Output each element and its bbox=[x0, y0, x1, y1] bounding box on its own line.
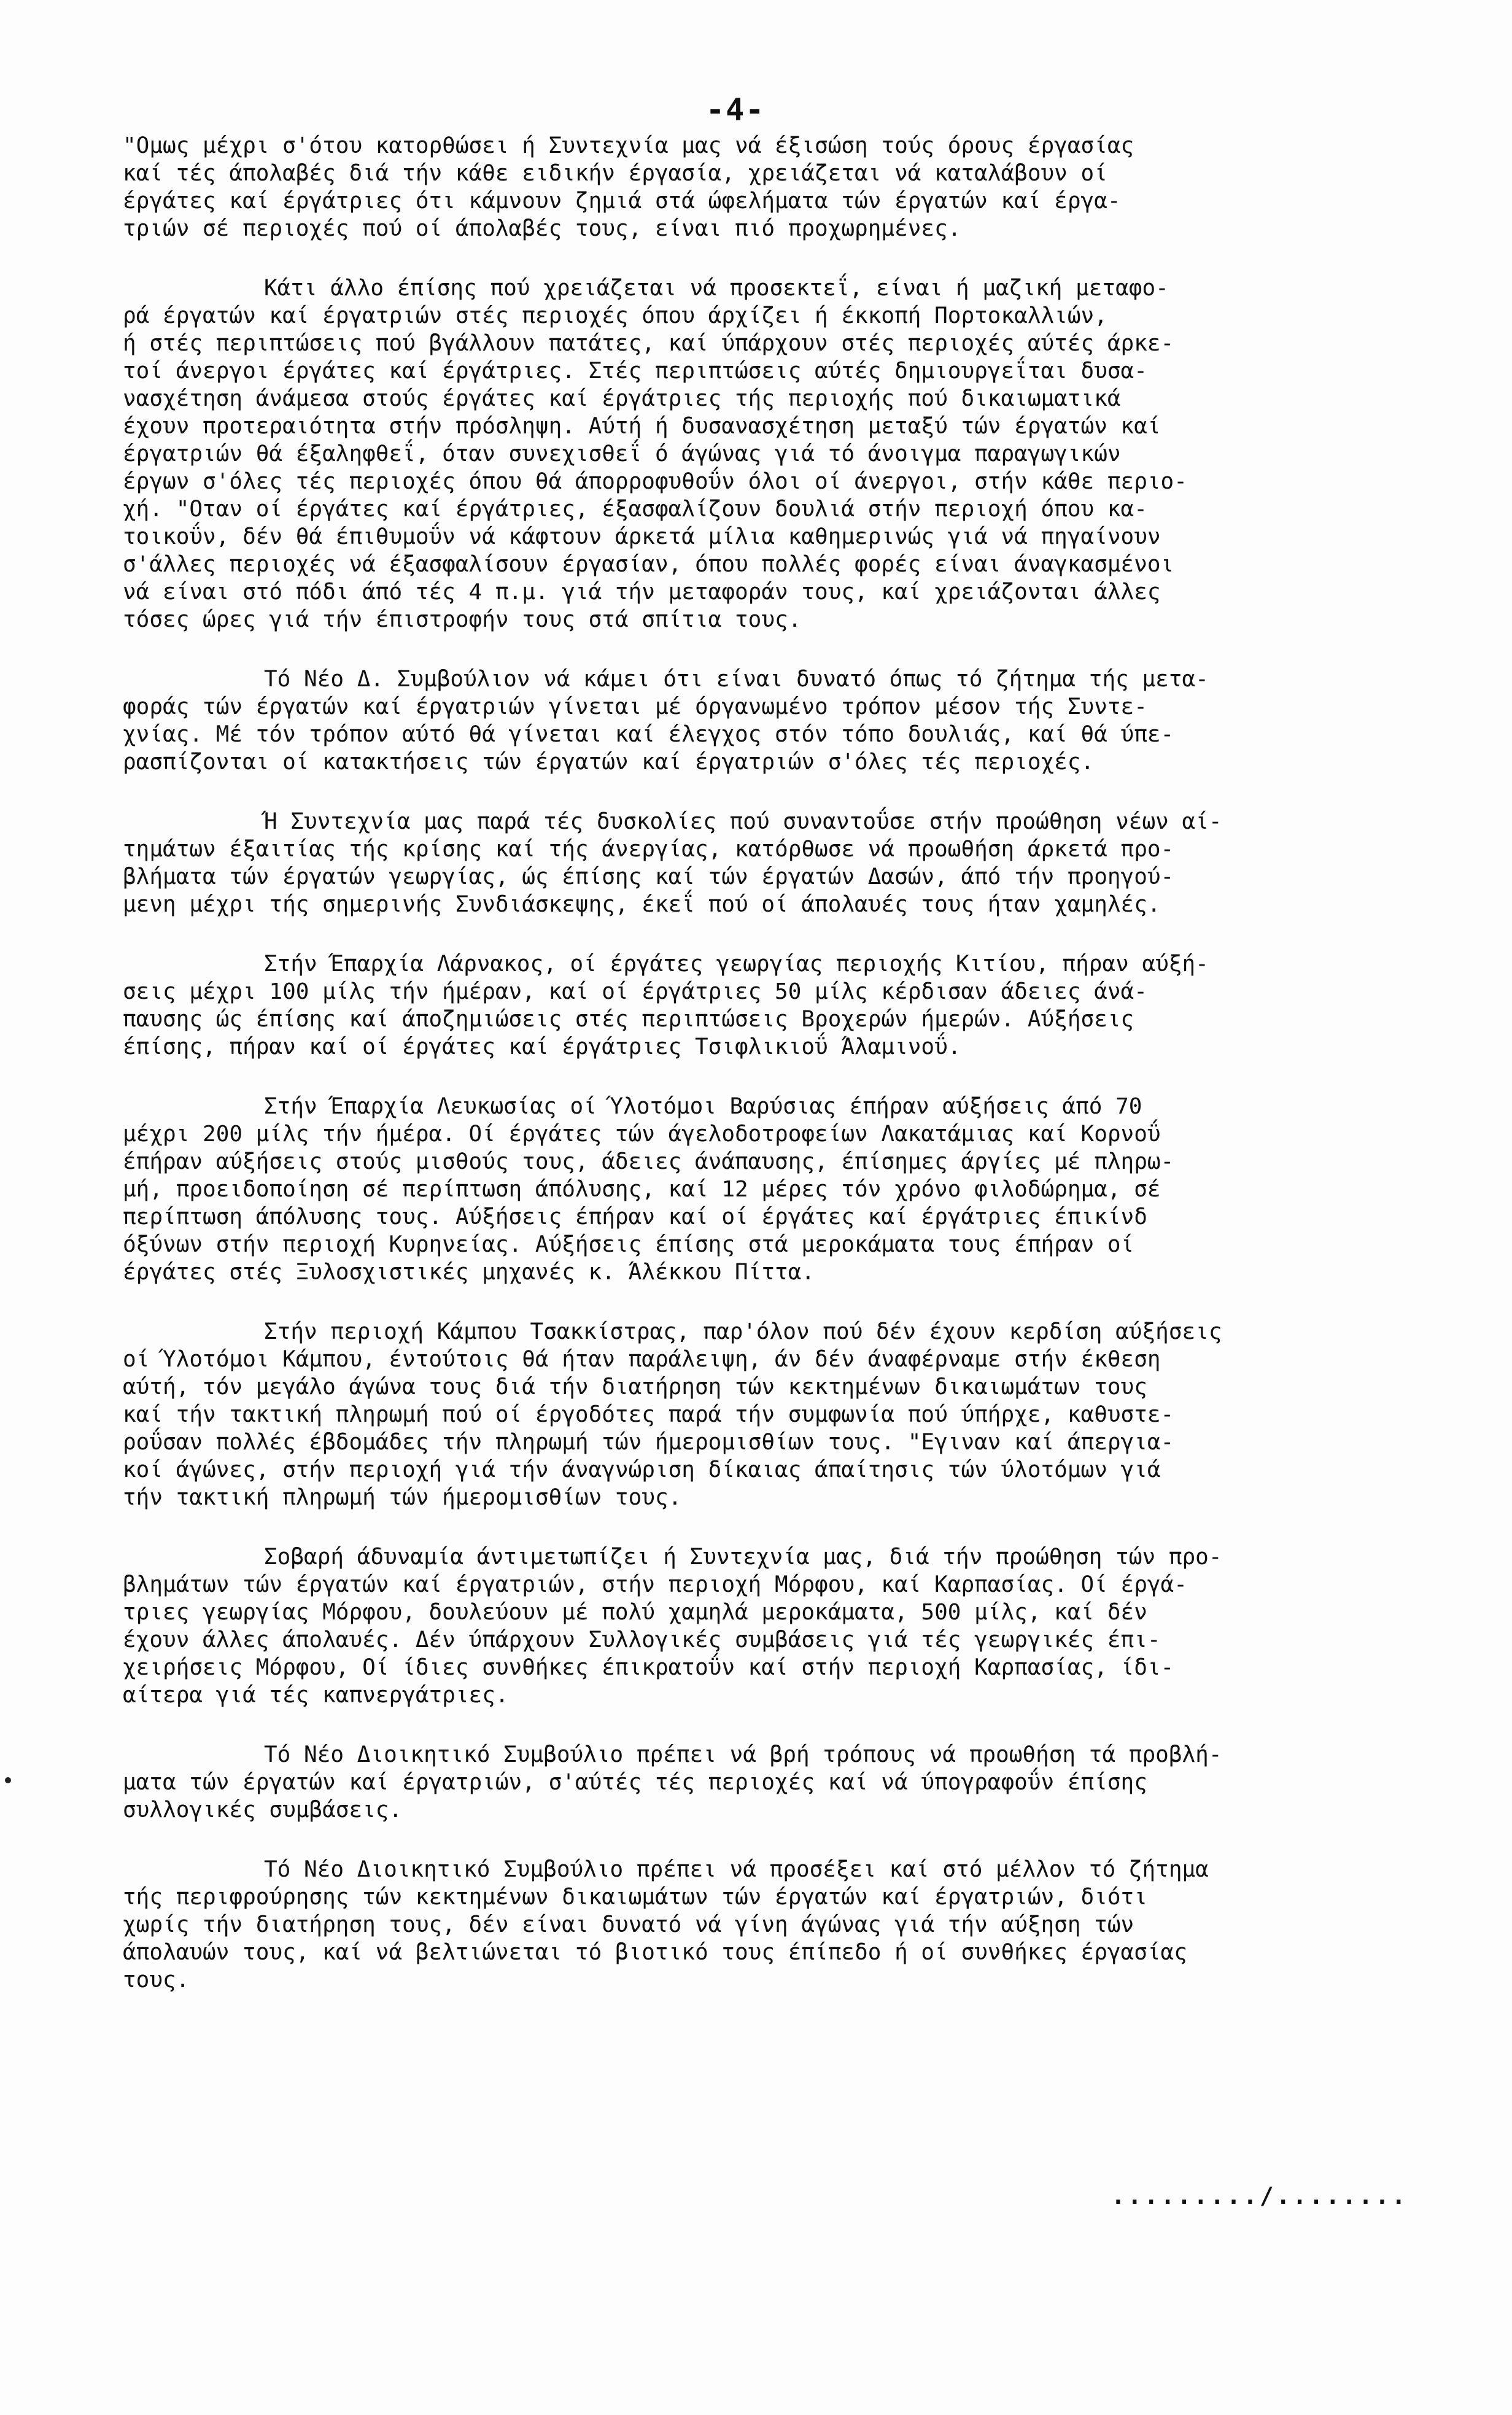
text-line: κοί άγώνες, στήν περιοχή γιά τήν άναγνώριση δίκαιας άπαίτησις τών ύλοτόμων γιά bbox=[123, 1457, 1161, 1483]
paragraph-2 bbox=[123, 274, 1486, 634]
text-line: έχουν προτεραιότητα στήν πρόσληψη. Αύτή ή δυσανασχέτηση μεταξύ τών έργατών καί bbox=[123, 414, 1161, 439]
text-line: χωρίς τήν διατήρηση τους, δέν είναι δυνατό νά γίνη άγώνας γιά τήν αύξηση τών bbox=[123, 1912, 1134, 1937]
text-line: μενη μέχρι τής σημερινής Συνδιάσκεψης, έκεΐ πού οί άπολαυές τους ήταν χαμηλές. bbox=[123, 892, 1161, 917]
text-line: Κάτι άλλο έπίσης πού χρειάζεται νά προσεκτεΐ, είναι ή μαζική μεταφο- bbox=[264, 276, 1169, 301]
text-line: συλλογικές συμβάσεις. bbox=[123, 1797, 403, 1823]
text-line: Τό Νέο Διοικητικό Συμβούλιο πρέπει νά βρή τρόπους νά προωθήση τά προβλή- bbox=[264, 1742, 1222, 1767]
text-line: τημάτων έξαιτίας τής κρίσης καί τής άνεργίας, κατόρθωσε νά προωθήση άρκετά προ- bbox=[123, 837, 1174, 862]
text-line: τριες γεωργίας Μόρφου, δουλεύουν μέ πολύ χαμηλά μεροκάματα, 500 μίλς, καί δέν bbox=[123, 1600, 1147, 1625]
paragraph-3 bbox=[123, 665, 1486, 776]
text-line: βλήματα τών έργατών γεωργίας, ώς έπίσης καί τών έργατών Δασών, άπό τήν προηγού- bbox=[123, 864, 1174, 890]
text-line: τοί άνεργοι έργάτες καί έργάτριες. Στές περιπτώσεις αύτές δημιουργεΐται δυσα- bbox=[123, 359, 1147, 384]
text-line: Σοβαρή άδυναμία άντιμετωπίζει ή Συντεχνία μας, διά τήν προώθηση τών προ- bbox=[264, 1545, 1222, 1570]
paragraph-1 bbox=[123, 132, 1486, 242]
text-line: έπίσης, πήραν καί οί έργάτες καί έργάτριες Τσιφλικιοΰ Άλαμινοΰ. bbox=[123, 1034, 961, 1060]
text-line: χή. "Οταν οί έργάτες καί έργάτριες, έξασφαλίζουν δουλιά στήν περιοχή όπου κα- bbox=[123, 497, 1147, 522]
text-line: μέχρι 200 μίλς τήν ήμέρα. Οί έργάτες τών άγελοδοτροφείων Λακατάμιας καί Κορνοΰ bbox=[123, 1122, 1161, 1147]
paragraph-7 bbox=[123, 1318, 1486, 1511]
text-line: όξύνων στήν περιοχή Κυρηνείας. Αύξήσεις έπίσης στά μεροκάματα τους έπήραν οί bbox=[123, 1232, 1134, 1257]
margin-dot-mark bbox=[5, 1777, 11, 1783]
text-line: τους. bbox=[123, 1967, 190, 1993]
text-line: παυσης ώς έπίσης καί άποζημιώσεις στές περιπτώσεις Βροχερών ήμερών. Αύξήσεις bbox=[123, 1007, 1134, 1032]
text-line: άπολαυών τους, καί νά βελτιώνεται τό βιοτικό τους έπίπεδο ή οί συνθήκες έργασίας bbox=[123, 1940, 1187, 1965]
text-line: τήν τακτική πληρωμή τών ήμερομισθίων τους. bbox=[123, 1485, 682, 1510]
text-line: τριών σέ περιοχές πού οί άπολαβές τους, είναι πιό προχωρημένες. bbox=[123, 216, 961, 241]
text-line: αύτή, τόν μεγάλο άγώνα τους διά τήν διατήρηση τών κεκτημένων δικαιωμάτων τους bbox=[123, 1374, 1147, 1400]
text-line: έπήραν αύξήσεις στούς μισθούς τους, άδειες άνάπαυσης, έπίσημες άργίες μέ πληρω- bbox=[123, 1149, 1174, 1174]
text-line: σεις μέχρι 100 μίλς τήν ήμέραν, καί οί έργάτριες 50 μίλς κέρδισαν άδειες άνά- bbox=[123, 979, 1147, 1004]
text-line: νά είναι στό πόδι άπό τές 4 π.μ. γιά τήν μεταφοράν τους, καί χρειάζονται άλλες bbox=[123, 580, 1161, 605]
continuation-mark: ........./........ bbox=[1111, 2182, 1408, 2209]
text-line: τόσες ώρες γιά τήν έπιστροφήν τους στά σπίτια τους. bbox=[123, 607, 802, 632]
text-line: καί τήν τακτική πληρωμή πού οί έργοδότες παρά τήν συμφωνία πού ύπήρχε, καθυστε- bbox=[123, 1402, 1174, 1427]
text-line: έργάτες καί έργάτριες ότι κάμνουν ζημιά στά ώφελήματα τών έργατών καί έργα- bbox=[123, 188, 1121, 214]
text-line: καί τές άπολαβές διά τήν κάθε ειδικήν έργασία, χρειάζεται νά καταλάβουν οί bbox=[123, 161, 1107, 186]
paragraph-10 bbox=[123, 1856, 1486, 1994]
text-line: "Ομως μέχρι σ'ότου κατορθώσει ή Συντεχνία μας νά έξισώση τούς όρους έργασίας bbox=[123, 133, 1134, 158]
text-line: τής περιφρούρησης τών κεκτημένων δικαιωμάτων τών έργατών καί έργατριών, διότι bbox=[123, 1885, 1147, 1910]
paragraph-6 bbox=[123, 1093, 1486, 1286]
text-line: ροΰσαν πολλές έβδομάδες τήν πληρωμή τών ήμερομισθίων τους. "Εγιναν καί άπεργια- bbox=[123, 1430, 1174, 1455]
text-line: Τό Νέο Δ. Συμβούλιον νά κάμει ότι είναι δυνατό όπως τό ζήτημα τής μετα- bbox=[264, 667, 1209, 692]
paragraph-8 bbox=[123, 1543, 1486, 1709]
text-line: τοικοΰν, δέν θά έπιθυμοΰν νά κάφτουν άρκετά μίλια καθημερινώς γιά νά πηγαίνουν bbox=[123, 524, 1161, 549]
text-line: Ή Συντεχνία μας παρά τές δυσκολίες πού συναντοΰσε στήν προώθηση νέων αί- bbox=[264, 809, 1222, 834]
paragraph-4 bbox=[123, 808, 1486, 918]
text-line: φοράς τών έργατών καί έργατριών γίνεται μέ όργανωμένο τρόπον μέσον τής Συντε- bbox=[123, 694, 1147, 719]
text-line: έργάτες στές Ξυλοσχιστικές μηχανές κ. Άλέκκου Πίττα. bbox=[123, 1260, 815, 1285]
text-line: χειρήσεις Μόρφου, Οί ίδιες συνθήκες έπικρατοΰν καί στήν περιοχή Καρπασίας, ίδι- bbox=[123, 1655, 1174, 1680]
document-body bbox=[123, 132, 1486, 2026]
text-line: έχουν άλλες άπολαυές. Δέν ύπάρχουν Συλλογικές συμβάσεις γιά τές γεωργικές έπι- bbox=[123, 1627, 1161, 1653]
text-line: ρά έργατών καί έργατριών στές περιοχές όπου άρχίζει ή έκκοπή Πορτοκαλλιών, bbox=[123, 303, 1107, 328]
text-line: Στήν Έπαρχία Λευκωσίας οί Ύλοτόμοι Βαρύσιας έπήραν αύξήσεις άπό 70 bbox=[264, 1094, 1142, 1119]
text-line: μή, προειδοποίηση σέ περίπτωση άπόλυσης, καί 12 μέρες τόν χρόνο φιλοδώρημα, σέ bbox=[123, 1177, 1161, 1202]
text-line: ή στές περιπτώσεις πού βγάλλουν πατάτες, καί ύπάρχουν στές περιοχές αύτές άρκε- bbox=[123, 331, 1174, 356]
text-line: Στήν Έπαρχία Λάρνακος, οί έργάτες γεωργίας περιοχής Κιτίου, πήραν αύξή- bbox=[264, 952, 1209, 977]
text-line: νασχέτηση άνάμεσα στούς έργάτες καί έργάτριες τής περιοχής πού δικαιωματικά bbox=[123, 386, 1121, 411]
page-number: -4- bbox=[706, 92, 766, 128]
paragraph-5 bbox=[123, 950, 1486, 1061]
text-line: περίπτωση άπόλυσης τους. Αύξήσεις έπήραν καί οί έργάτες καί έργάτριες έπικίνδ bbox=[123, 1204, 1147, 1230]
text-line: έργων σ'όλες τές περιοχές όπου θά άπορροφυθοΰν όλοι οί άνεργοι, στήν κάθε περιο- bbox=[123, 469, 1187, 494]
text-line: ρασπίζονται οί κατακτήσεις τών έργατών καί έργατριών σ'όλες τές περιοχές. bbox=[123, 750, 1095, 775]
text-line: χνίας. Μέ τόν τρόπον αύτό θά γίνεται καί έλεγχος στόν τόπο δουλιάς, καί θά ύπε- bbox=[123, 722, 1174, 747]
text-line: οί Ύλοτόμοι Κάμπου, έντούτοις θά ήταν παράλειψη, άν δέν άναφέρναμε στήν έκθεση bbox=[123, 1347, 1161, 1372]
text-line: Στήν περιοχή Κάμπου Τσακκίστρας, παρ'όλον πού δέν έχουν κερδίση αύξήσεις bbox=[264, 1319, 1222, 1344]
text-line: έργατριών θά έξαληφθεΐ, όταν συνεχισθεΐ ό άγώνας γιά τό άνοιγμα παραγωγικών bbox=[123, 441, 1121, 467]
paragraph-9 bbox=[123, 1741, 1486, 1824]
text-line: βλημάτων τών έργατών καί έργατριών, στήν περιοχή Μόρφου, καί Καρπασίας. Οί έργά- bbox=[123, 1572, 1187, 1597]
text-line: Τό Νέο Διοικητικό Συμβούλιο πρέπει νά προσέξει καί στό μέλλον τό ζήτημα bbox=[264, 1857, 1209, 1882]
text-line: σ'άλλες περιοχές νά έξασφαλίσουν έργασίαν, όπου πολλές φορές είναι άναγκασμένοι bbox=[123, 552, 1174, 577]
text-line: ματα τών έργατών καί έργατριών, σ'αύτές τές περιοχές καί νά ύπογραφοΰν έπίσης bbox=[123, 1770, 1147, 1795]
text-line: αίτερα γιά τές καπνεργάτριες. bbox=[123, 1683, 509, 1708]
